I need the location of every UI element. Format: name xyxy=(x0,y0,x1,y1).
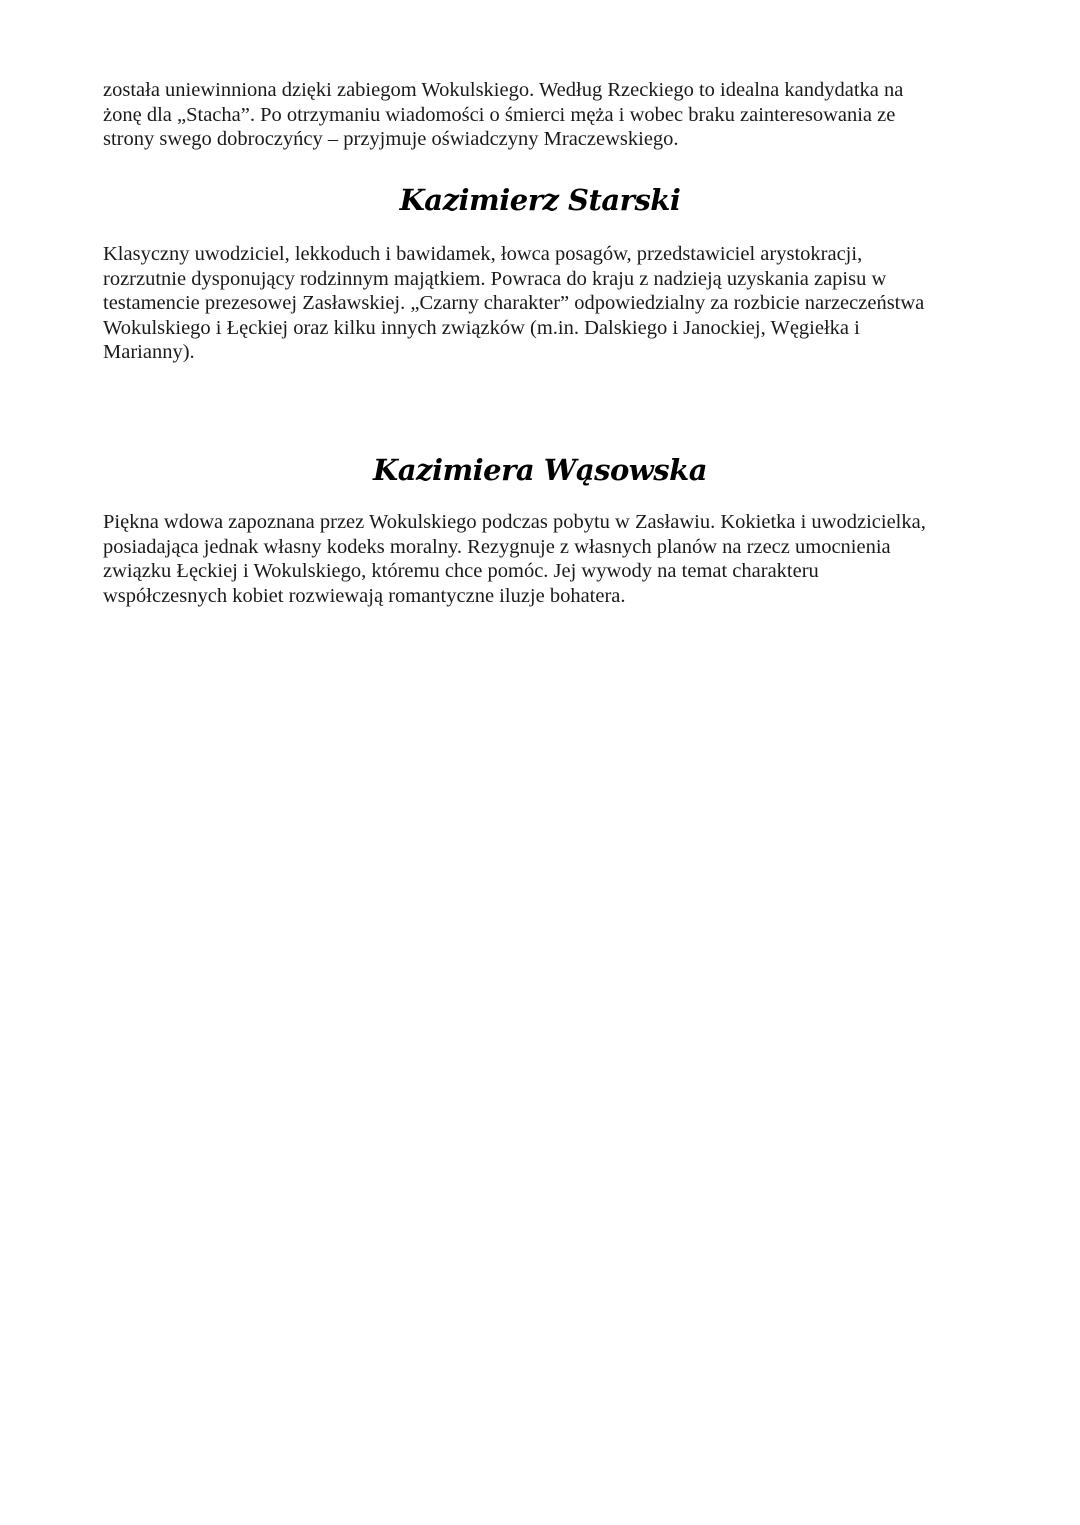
section-heading-starski: Kazimierz Starski xyxy=(399,183,681,217)
text-line: posiadająca jednak własny kodeks moralny. Rezygnuje z własnych planów na rzecz umocnienia xyxy=(103,535,891,558)
text-line: Klasyczny uwodziciel, lekkoduch i bawidamek, łowca posagów, przedstawiciel arystokracji, xyxy=(103,243,863,265)
text-line: związku Łęckiej i Wokulskiego, któremu chce pomóc. Jej wywody na temat charakteru xyxy=(103,560,819,582)
text-line: Marianny). xyxy=(103,341,195,363)
text-line: Piękna wdowa zapoznana przez Wokulskiego podczas pobytu w Zasławiu. Kokietka i uwodzicielka, xyxy=(103,511,926,533)
text-line: żonę dla „Stacha”. Po otrzymaniu wiadomości o śmierci męża i wobec braku zainteresowania ze xyxy=(103,103,896,126)
section-heading-wasowska: Kazimiera Wąsowska xyxy=(372,453,707,487)
text-line: Wokulskiego i Łęckiej oraz kilku innych związków (m.in. Dalskiego i Janockiej, Węgiełka i xyxy=(103,316,860,339)
text-line: współczesnych kobiet rozwiewają romantyczne iluzje bohatera. xyxy=(103,584,626,607)
text-line: testamencie prezesowej Zasławskiej. „Czarny charakter” odpowiedzialny za rozbicie narzeczeństwa xyxy=(103,292,925,314)
intro-paragraph xyxy=(103,78,983,152)
text-line: rozrzutnie dysponujący rodzinnym majątkiem. Powraca do kraju z nadzieją uzyskania zapisu w xyxy=(103,267,887,290)
text-line: została uniewinniona dzięki zabiegom Wokulskiego. Według Rzeckiego to idealna kandydatka na xyxy=(103,79,904,101)
text-line: strony swego dobroczyńcy – przyjmuje oświadczyny Mraczewskiego. xyxy=(103,128,679,150)
section-paragraph-starski xyxy=(103,242,983,365)
section-paragraph-wasowska xyxy=(103,510,983,608)
